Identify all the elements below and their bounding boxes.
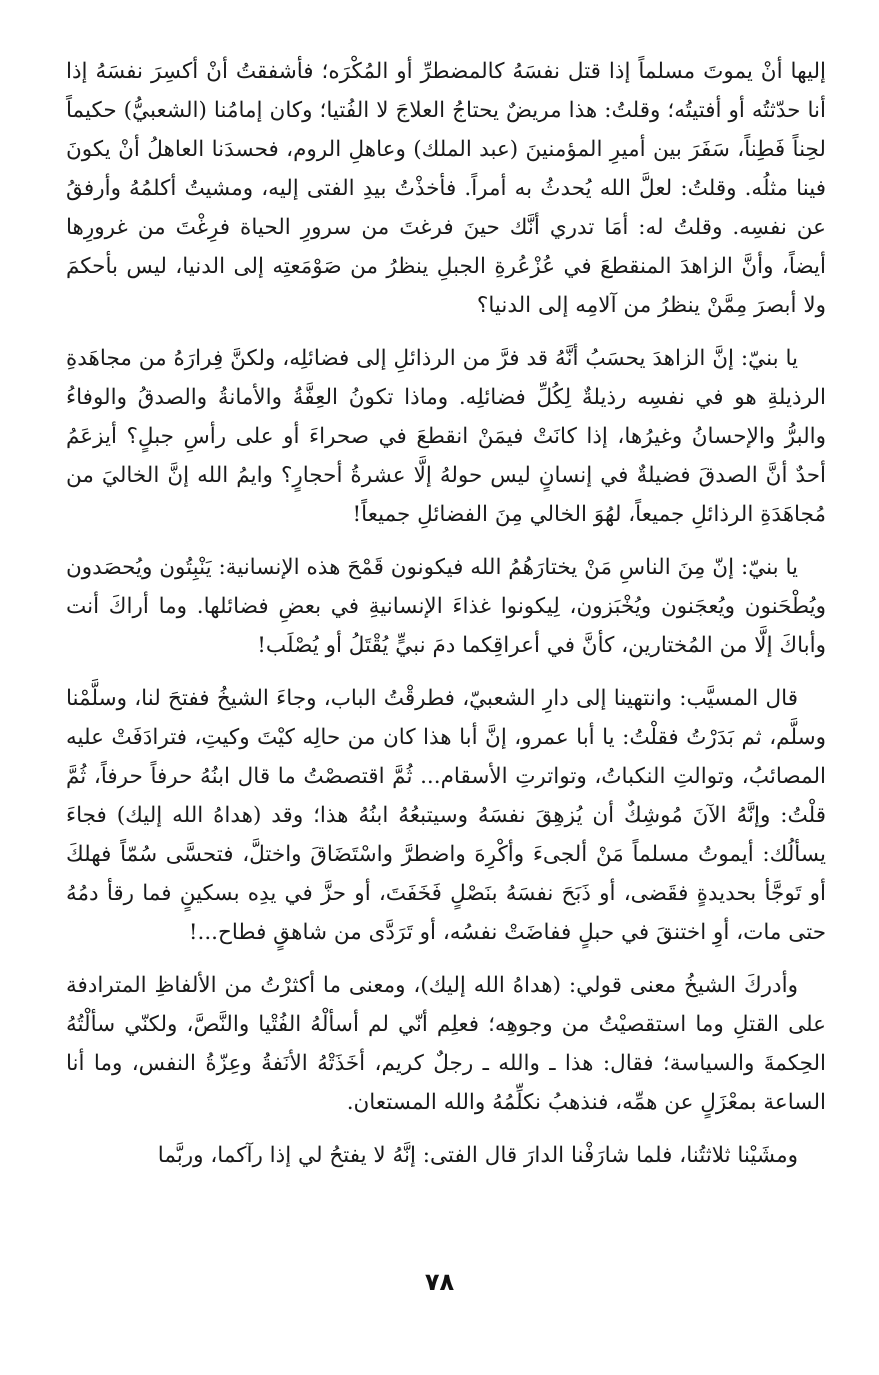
paragraph-6: ومشَيْنا ثلاثتُنا، فلما شارَفْنا الدارَ قال الفتى: إنَّهُ لا يفتحُ لي إذا رآكما، وربَّما — [157, 1143, 798, 1168]
paragraph-4: قال المسيَّب: وانتهينا إلى دارِ الشعبيّ، فطرقْتُ الباب، وجاءَ الشيخُ ففتحَ لنا، وسلَّمْنا وسلَّم، ثم بَدَرْتُ فقلْتُ: يا أبا عمرو، إنَّ أبا هذا كان من حالِه كيْتَ وكيتِ، فترادَفَتْ عليه المصائبُ، وتوالتِ النكباتُ، وتواترتِ الأسقام... ثُمَّ اقتصصْتُ ما قال ابنُهُ حرفاً حرفاً، ثُمَّ قلْتُ: وإنَّهُ الآنَ مُوشِكٌ أن يُزهِقَ نفسَهُ وسيتبعُهُ ابنُهُ هذا؛ وقد (هداهُ الله إليك) فجاءَ يسألُك: أيموتُ مسلماً مَنْ ألجىءَ وأكْرِهَ واضطرَّ واسْتَضَاقَ واختلَّ، فتحسَّى سُمّاً فهلكَ أو تَوجَّأ بحديدةٍ فقَضى، أو ذَبَحَ نفسَهُ بنَصْلٍ فَخَفَتَ، أو حزَّ في يدِه بسكينٍ فما رقأ دمُهُ حتى مات، أوِ اختنقَ في حبلٍ ففاضَتْ نفسُه، أو تَرَدَّى من شاهقٍ فطاح...! — [66, 686, 826, 945]
paragraph-5: وأدركَ الشيخُ معنى قولي: (هداهُ الله إليك)، ومعنى ما أكثرْتُ من الألفاظِ المترادفة على القتلِ وما استقصيْتُ من وجوهِه؛ فعلِم أنّي لم أسألْهُ الفُتْيا والنَّصَّ، ولكنّي سألْتُهُ الحِكمةَ والسياسة؛ فقال: هذا ـ والله ـ رجلٌ كريم، أخَذَتْهُ الأنَفةُ وعِزّةُ النفس، وما أنا الساعة بمعْزَلٍ عن همِّه، فنذهبُ نكلِّمُهُ والله المستعان. — [66, 973, 826, 1115]
page-number: ٧٨ — [424, 1268, 455, 1296]
paragraph-1: إليها أنْ يموتَ مسلماً إذا قتل نفسَهُ كالمضطرِّ أو المُكْرَه؛ فأشفقتُ أنْ أكسِرَ نفسَهُ إذا أنا حدّثتُه أو أفتيتُه؛ وقلتُ: هذا مريضٌ يحتاجُ العلاجَ لا الفُتيا؛ وكان إمامُنا (الشعبيُّ) حكيماً لحِناً فَطِناً، سَفَرَ بين أميرِ المؤمنينَ (عبد الملك) وعاهلِ الروم، فحسدَنا العاهلُ أنْ يكونَ فينا مثلُه. وقلتُ: لعلَّ الله يُحدثُ به أمراً. فأخذْتُ بيدِ الفتى إليه، ومشيتُ أكلمُهُ وأرفقُ عن نفسِه. وقلتُ له: أمَا تدري أنَّك حينَ فرغتَ من سرورِ الحياة فرِغْتَ من غرورِها أيضاً، وأنَّ الزاهدَ المنقطعَ في عُزْعُرةِ الجبلِ ينظرُ من صَوْمَعتِه إلى الدنيا، ليس بأحكمَ ولا أبصرَ مِمَّنْ ينظرُ من آلامِه إلى الدنيا؟ — [66, 59, 826, 318]
book-page-body — [66, 52, 826, 1189]
paragraph-3: يا بنيّ: إنّ مِنَ الناسِ مَنْ يختارَهُمُ الله فيكونون قَمْحَ هذه الإنسانية: يَنْبِتُون ويُحصَدون ويُطْحَنون ويُعجَنون ويُخْبَزون، لِيكونوا غذاءَ الإنسانيةِ في بعضِ فضائلها. وما أراكَ أنت وأباكَ إلَّا من المُختارين، كأنَّ في أعراقِكما دمَ نبيٍّ يُقْتَلُ أو يُصْلَب! — [66, 555, 826, 658]
paragraph-2: يا بنيّ: إنَّ الزاهدَ يحسَبُ أنَّهُ قد فرَّ من الرذائلِ إلى فضائلِه، ولكنَّ فِرارَهُ من مجاهَدةِ الرذيلةِ هو في نفسِه رذيلةٌ لِكُلِّ فضائلِه. وماذا تكونُ العِفَّةُ والأمانةُ والصدقُ والوفاءُ والبرُّ والإحسانُ وغيرُها، إذا كانَتْ فيمَنْ انقطعَ في صحراءَ أو على رأسِ جبلٍ؟ أيزعَمُ أحدٌ أنَّ الصدقَ فضيلةٌ في إنسانٍ ليس حولهُ إلَّا عشرةُ أحجارٍ؟ وايمُ الله إنَّ الخاليَ من مُجاهَدَةِ الرذائلِ جميعاً، لهُوَ الخالي مِنَ الفضائلِ جميعاً! — [66, 346, 826, 527]
